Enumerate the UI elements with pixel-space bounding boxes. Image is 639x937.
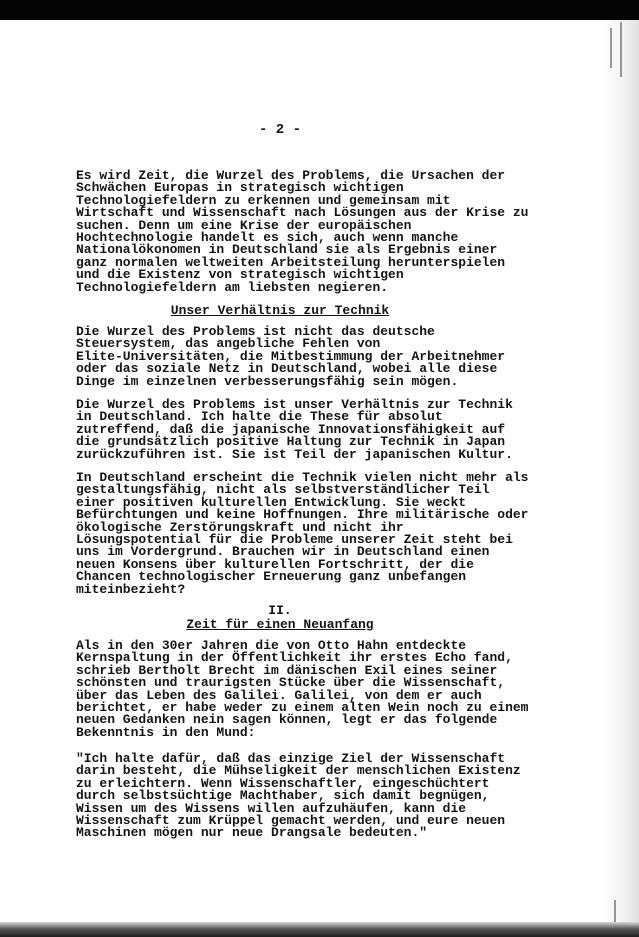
galilei-quote: "Ich halte dafür, daß das einzige Ziel der Wissenschaft darin besteht, die Mühseligkeit der menschlichen Existenz zu erleichtern. Wenn Wissenschaftler, eingeschüchtert durch selbstsüchtige Machthaber, sich damit begnügen, Wissen um des Wissens willen aufzuhäufen, kann die Wissenschaft zum Krüppel gemacht werden, und eure neuen Maschinen mögen nur neue Drangsale bedeuten." (76, 751, 521, 841)
chapter-heading-text: Zeit für einen Neuanfang (186, 617, 374, 632)
scan-right-edge (600, 20, 639, 922)
paragraph-root-not: Die Wurzel des Problems ist nicht das deutsche Steuersystem, das angebliche Fehlen von Elite-Universitäten, die Mitbestimmung der Arbeitnehmer oder das soziale Netz in Deutschland, wobei alle diese Dinge im einzelnen verbesserungsfähig sein mögen. (76, 324, 506, 389)
page-number: - 2 - (258, 122, 301, 138)
paragraph-brecht: Als in den 30er Jahren die von Otto Hahn entdeckte Kernspaltung in der Öffentlichkeit ihr erstes Echo fand, schrieb Bertholt Brecht im dänischen Exil eines seiner schönsten und traurigsten Stücke über die Wissenschaft, über das Leben des Galilei. Galilei, von dem er auch berichtet, er habe weder zu einem alten Wein noch zu einem neuen Gedanken nein sagen können, legt er das folgende Bekenntnis in den Mund: (76, 638, 529, 740)
paragraph-intro: Es wird Zeit, die Wurzel des Problems, die Ursachen der Schwächen Europas in strategisch wichtigen Technologiefeldern zu erkennen und gemeinsam mit Wirtschaft und Wissenschaft nach Lösungen aus der Krise zu suchen. Denn um eine Krise der europäischen Hochtechnologie handelt es sich, auch wenn manche Nationalökonomen in Deutschland sie als Ergebnis einer ganz normalen weltweiten Arbeitsteilung herunterspielen und die Existenz von strategisch wichtigen Technologiefeldern am liebsten negieren. (76, 168, 529, 295)
section-heading (0, 304, 560, 317)
scan-top-border (0, 0, 639, 20)
chapter-heading (0, 618, 560, 631)
section-heading-text: Unser Verhältnis zur Technik (170, 303, 390, 318)
paragraph-germany: In Deutschland erscheint die Technik vielen nicht mehr als gestaltungsfähig, nicht als selbstverständlicher Teil einer positiven kulturellen Entwicklung. Sie weckt Befürchtungen und keine Hoffnungen. Ihre militärische oder ökologische Zerstörungskraft und nicht ihr Lösungspotential für die Probleme unserer Zeit steht bei uns im Vordergrund. Brauchen wir in Deutschland einen neuen Konsens über kulturellen Fortschritt, der die Chancen technologischer Erneuerung ganz unbefangen miteinbezieht? (76, 470, 529, 597)
paragraph-root-is: Die Wurzel des Problems ist unser Verhältnis zur Technik in Deutschland. Ich halte die These für absolut zutreffend, daß die japanische Innovationsfähigkeit auf die grundsätzlich positive Haltung zur Technik in Japan zurückzuführen ist. Sie ist Teil der japanischen Kultur. (76, 397, 513, 462)
scan-bottom-border (0, 922, 639, 937)
chapter-number: II. (268, 603, 292, 618)
